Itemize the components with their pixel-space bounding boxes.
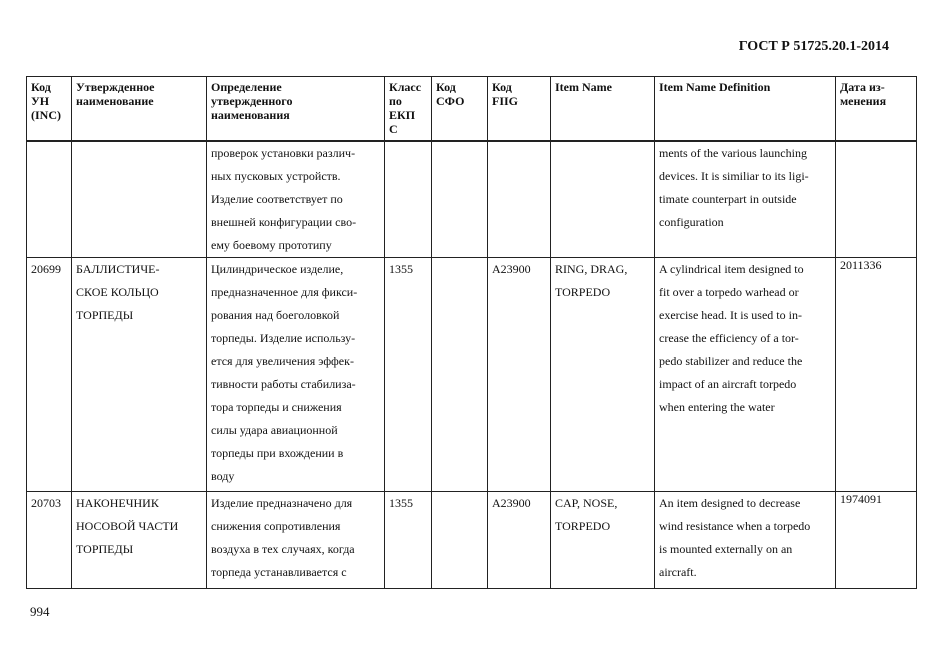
cell-inc xyxy=(27,141,72,258)
standard-title: ГОСТ Р 51725.20.1-2014 xyxy=(738,39,889,54)
cell-inc: 20703 xyxy=(27,492,72,589)
page-number: 994 xyxy=(30,604,50,619)
col-header-class: Класс по ЕКП С xyxy=(385,77,432,142)
col-header-fiig: Код FIIG xyxy=(488,77,551,142)
table-row xyxy=(27,258,917,492)
col-header-sfo: Код СФО xyxy=(432,77,488,142)
cell-sfo xyxy=(432,141,488,258)
catalog-table xyxy=(26,76,917,589)
cell-approved-name: БАЛЛИСТИЧЕ- СКОЕ КОЛЬЦО ТОРПЕДЫ xyxy=(72,258,207,492)
table-header-row xyxy=(27,77,917,142)
table-row xyxy=(27,141,917,258)
cell-item-name: CAP, NOSE, TORPEDO xyxy=(551,492,655,589)
cell-item-definition: ments of the various launching devices. It is similiar to its ligi- timate counterpart in outside configuration xyxy=(655,141,836,258)
cell-approved-name: НАКОНЕЧНИК НОСОВОЙ ЧАСТИ ТОРПЕДЫ xyxy=(72,492,207,589)
col-header-approved-name: Утвержденное наименование xyxy=(72,77,207,142)
cell-class xyxy=(385,141,432,258)
cell-approved-name xyxy=(72,141,207,258)
cell-sfo xyxy=(432,492,488,589)
cell-fiig: A23900 xyxy=(488,492,551,589)
col-header-change-date: Дата из- менения xyxy=(836,77,917,142)
cell-change-date xyxy=(836,141,917,258)
cell-inc: 20699 xyxy=(27,258,72,492)
cell-item-definition: An item designed to decrease wind resistance when a torpedo is mounted externally on an aircraft. xyxy=(655,492,836,589)
table-row xyxy=(27,492,917,589)
col-header-item-definition: Item Name Definition xyxy=(655,77,836,142)
cell-fiig: A23900 xyxy=(488,258,551,492)
cell-item-definition: A cylindrical item designed to fit over a torpedo warhead or exercise head. It is used to in- crease the efficiency of a tor- pedo stabilizer and reduce the impact of an aircraft torpedo when entering the water xyxy=(655,258,836,492)
cell-item-name: RING, DRAG, TORPEDO xyxy=(551,258,655,492)
cell-change-date: 1974091 xyxy=(836,492,917,589)
cell-definition: проверок установки различ- ных пусковых устройств. Изделие соответствует по внешней конфигурации сво- ему боевому прототипу xyxy=(207,141,385,258)
cell-definition: Изделие предназначено для снижения сопротивления воздуха в тех случаях, когда торпеда устанавливается с xyxy=(207,492,385,589)
cell-class: 1355 xyxy=(385,492,432,589)
col-header-item-name: Item Name xyxy=(551,77,655,142)
col-header-definition: Определение утвержденного наименования xyxy=(207,77,385,142)
cell-item-name xyxy=(551,141,655,258)
col-header-inc: Код УН (INC) xyxy=(27,77,72,142)
cell-definition: Цилиндрическое изделие, предназначенное для фикси- рования над боеголовкой торпеды. Изделие использу- ется для увеличения эффек- тивности работы стабилиза- тора торпеды и снижения силы удара авиационной торпеды при вхождении в воду xyxy=(207,258,385,492)
cell-class: 1355 xyxy=(385,258,432,492)
cell-change-date: 2011336 xyxy=(836,258,917,492)
cell-fiig xyxy=(488,141,551,258)
cell-sfo xyxy=(432,258,488,492)
